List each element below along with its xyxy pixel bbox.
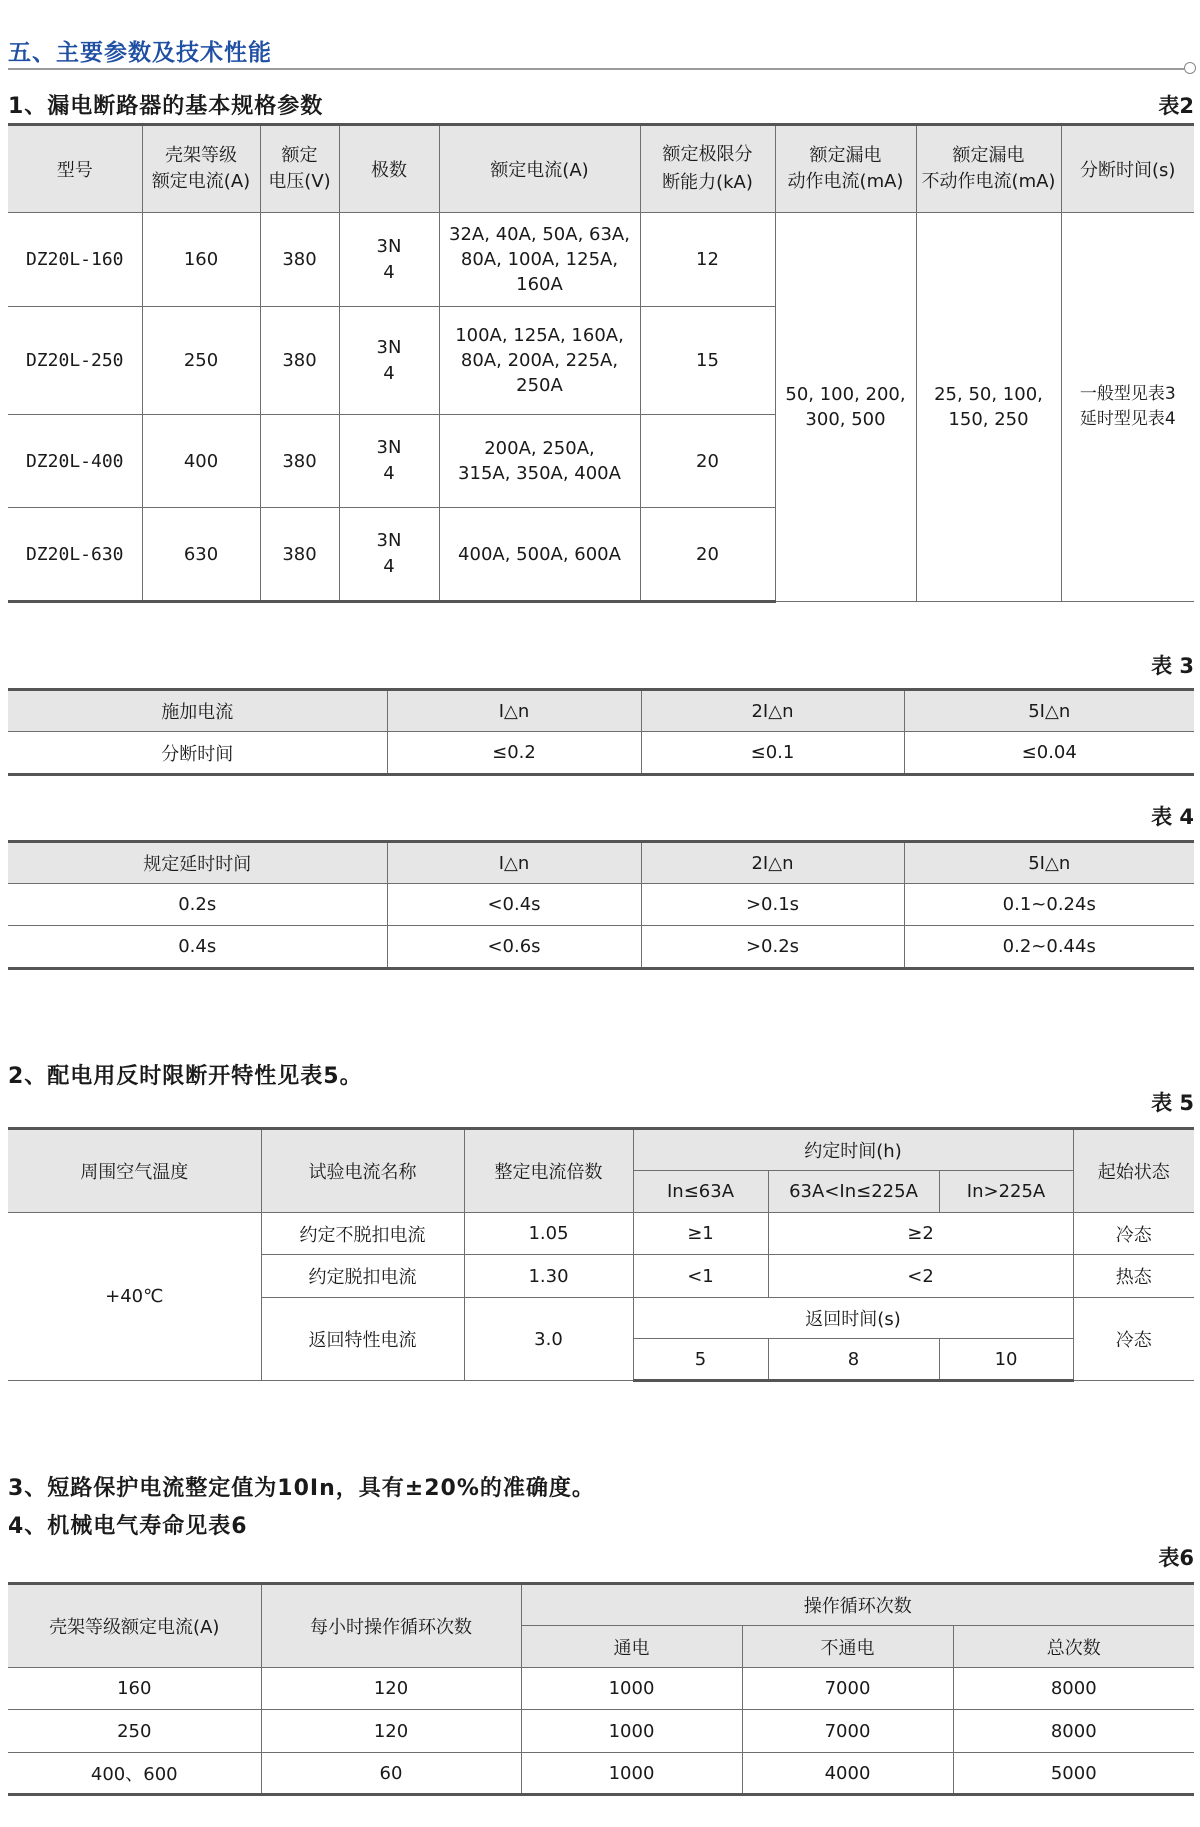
cell-name: 约定脱扣电流 [261, 1255, 464, 1298]
table-5-header-row [8, 1129, 1194, 1171]
cell-break-time: 一般型见表3 延时型见表4 [1061, 213, 1194, 602]
cell-powered: 1000 [521, 1710, 742, 1753]
header-multiple: 整定电流倍数 [464, 1129, 633, 1213]
header-ambient-temp: 周围空气温度 [8, 1129, 261, 1213]
cell-currents: 200A, 250A, 315A, 350A, 400A [439, 415, 640, 508]
cell-value: >0.2s [641, 926, 904, 969]
table-row [8, 1710, 1194, 1753]
cell-currents: 32A, 40A, 50A, 63A, 80A, 100A, 125A, 160A [439, 213, 640, 307]
table-row [8, 732, 1194, 775]
cell-capacity: 12 [640, 213, 775, 307]
cell-voltage: 380 [260, 213, 339, 307]
table-2-label: 表2 [1158, 94, 1194, 118]
cell-return-time: 5 [633, 1339, 768, 1381]
table-2 [8, 123, 1194, 603]
cell-frame: 400、600 [8, 1753, 261, 1795]
section-3-title: 3、短路保护电流整定值为10In，具有±20%的准确度。 [8, 1476, 595, 1501]
header-leak-non-action: 额定漏电 不动作电流(mA) [916, 125, 1061, 213]
cell-currents: 400A, 500A, 600A [439, 508, 640, 602]
table-2-header-row [8, 125, 1194, 213]
cell-delay: 0.4s [8, 926, 387, 969]
table-3-header-row [8, 690, 1194, 732]
table-5-label: 表 5 [1151, 1091, 1194, 1115]
cell-unpowered: 4000 [742, 1753, 953, 1795]
table-4-label: 表 4 [1151, 805, 1194, 829]
section-2-title: 2、配电用反时限断开特性见表5。 [8, 1064, 363, 1089]
header-i-dn: I△n [387, 842, 641, 884]
cell-unpowered: 7000 [742, 1710, 953, 1753]
header-delay-time: 规定延时时间 [8, 842, 387, 884]
cell-per-hour: 60 [261, 1753, 521, 1795]
table-5 [8, 1127, 1194, 1382]
title-rule [8, 68, 1184, 70]
cell-poles: 3N 4 [339, 508, 439, 602]
cell-capacity: 20 [640, 508, 775, 602]
cell-multiple: 3.0 [464, 1298, 633, 1381]
table-6-header-row [8, 1584, 1194, 1626]
cell-model: DZ20L-160 [8, 213, 142, 307]
cell-return-time: 8 [768, 1339, 939, 1381]
cell-currents: 100A, 125A, 160A, 80A, 200A, 225A, 250A [439, 307, 640, 415]
header-break-time: 分断时间(s) [1061, 125, 1194, 213]
cell-frame: 630 [142, 508, 260, 602]
cell-powered: 1000 [521, 1668, 742, 1710]
cell-poles: 3N 4 [339, 415, 439, 508]
cell-value: 0.2~0.44s [904, 926, 1194, 969]
cell-unpowered: 7000 [742, 1668, 953, 1710]
table-3-label: 表 3 [1151, 654, 1194, 678]
cell-time: <1 [633, 1255, 768, 1298]
table-row [8, 1668, 1194, 1710]
section-1-title: 1、漏电断路器的基本规格参数 [8, 94, 324, 119]
cell-voltage: 380 [260, 307, 339, 415]
cell-name: 返回特性电流 [261, 1298, 464, 1381]
header-cycles-per-hour: 每小时操作循环次数 [261, 1584, 521, 1668]
cell-model: DZ20L-400 [8, 415, 142, 508]
cell-value: 0.1~0.24s [904, 884, 1194, 926]
table-4-header-row [8, 842, 1194, 884]
cell-value: <0.4s [387, 884, 641, 926]
cell-value: >0.1s [641, 884, 904, 926]
cell-frame: 250 [8, 1710, 261, 1753]
cell-value: <0.6s [387, 926, 641, 969]
header-applied-current: 施加电流 [8, 690, 387, 732]
cell-frame: 160 [8, 1668, 261, 1710]
header-breaking-capacity: 额定极限分 断能力(kA) [640, 125, 775, 213]
title-rule-end-dot [1184, 62, 1196, 74]
cell-delay: 0.2s [8, 884, 387, 926]
cell-time: <2 [768, 1255, 1073, 1298]
header-2i-dn: 2I△n [641, 690, 904, 732]
header-initial-state: 起始状态 [1073, 1129, 1194, 1213]
subheader-unpowered: 不通电 [742, 1626, 953, 1668]
cell-state: 热态 [1073, 1255, 1194, 1298]
header-i-dn: I△n [387, 690, 641, 732]
table-row [8, 213, 1194, 307]
cell-label: 分断时间 [8, 732, 387, 775]
table-row [8, 926, 1194, 969]
cell-total: 5000 [953, 1753, 1194, 1795]
cell-name: 约定不脱扣电流 [261, 1213, 464, 1255]
cell-leak-non-action: 25, 50, 100, 150, 250 [916, 213, 1061, 602]
cell-voltage: 380 [260, 415, 339, 508]
cell-total: 8000 [953, 1668, 1194, 1710]
header-5i-dn: 5I△n [904, 690, 1194, 732]
cell-poles: 3N 4 [339, 213, 439, 307]
cell-time: ≥2 [768, 1213, 1073, 1255]
cell-return-time: 10 [939, 1339, 1073, 1381]
subheader-in-63: In≤63A [633, 1171, 768, 1213]
header-2i-dn: 2I△n [641, 842, 904, 884]
header-frame-current: 壳架等级 额定电流(A) [142, 125, 260, 213]
cell-model: DZ20L-630 [8, 508, 142, 602]
cell-capacity: 20 [640, 415, 775, 508]
header-agreed-time: 约定时间(h) [633, 1129, 1073, 1171]
cell-frame: 160 [142, 213, 260, 307]
subheader-total: 总次数 [953, 1626, 1194, 1668]
cell-poles: 3N 4 [339, 307, 439, 415]
cell-per-hour: 120 [261, 1668, 521, 1710]
header-rated-current: 额定电流(A) [439, 125, 640, 213]
cell-total: 8000 [953, 1710, 1194, 1753]
cell-capacity: 15 [640, 307, 775, 415]
header-leak-action: 额定漏电 动作电流(mA) [775, 125, 916, 213]
header-model: 型号 [8, 125, 142, 213]
section-4-title: 4、机械电气寿命见表6 [8, 1514, 248, 1539]
cell-frame: 400 [142, 415, 260, 508]
header-poles: 极数 [339, 125, 439, 213]
table-4 [8, 840, 1194, 970]
table-3 [8, 688, 1194, 776]
cell-powered: 1000 [521, 1753, 742, 1795]
table-6-label: 表6 [1158, 1546, 1194, 1570]
header-frame-current: 壳架等级额定电流(A) [8, 1584, 261, 1668]
table-row [8, 884, 1194, 926]
table-row [8, 1753, 1194, 1795]
table-row [8, 1213, 1194, 1255]
cell-value: ≤0.2 [387, 732, 641, 775]
header-voltage: 额定 电压(V) [260, 125, 339, 213]
subheader-63-225: 63A<In≤225A [768, 1171, 939, 1213]
cell-return-time-label: 返回时间(s) [633, 1298, 1073, 1339]
cell-temp: +40℃ [8, 1213, 261, 1381]
cell-model: DZ20L-250 [8, 307, 142, 415]
table-6 [8, 1582, 1194, 1796]
cell-frame: 250 [142, 307, 260, 415]
cell-state: 冷态 [1073, 1298, 1194, 1381]
cell-leak-action: 50, 100, 200, 300, 500 [775, 213, 916, 602]
cell-value: ≤0.1 [641, 732, 904, 775]
header-5i-dn: 5I△n [904, 842, 1194, 884]
cell-multiple: 1.30 [464, 1255, 633, 1298]
cell-time: ≥1 [633, 1213, 768, 1255]
cell-multiple: 1.05 [464, 1213, 633, 1255]
subheader-powered: 通电 [521, 1626, 742, 1668]
cell-value: ≤0.04 [904, 732, 1194, 775]
header-test-current: 试验电流名称 [261, 1129, 464, 1213]
header-operation-cycles: 操作循环次数 [521, 1584, 1194, 1626]
cell-voltage: 380 [260, 508, 339, 602]
page-title: 五、主要参数及技术性能 [8, 40, 272, 66]
cell-per-hour: 120 [261, 1710, 521, 1753]
subheader-in-225: In>225A [939, 1171, 1073, 1213]
cell-state: 冷态 [1073, 1213, 1194, 1255]
